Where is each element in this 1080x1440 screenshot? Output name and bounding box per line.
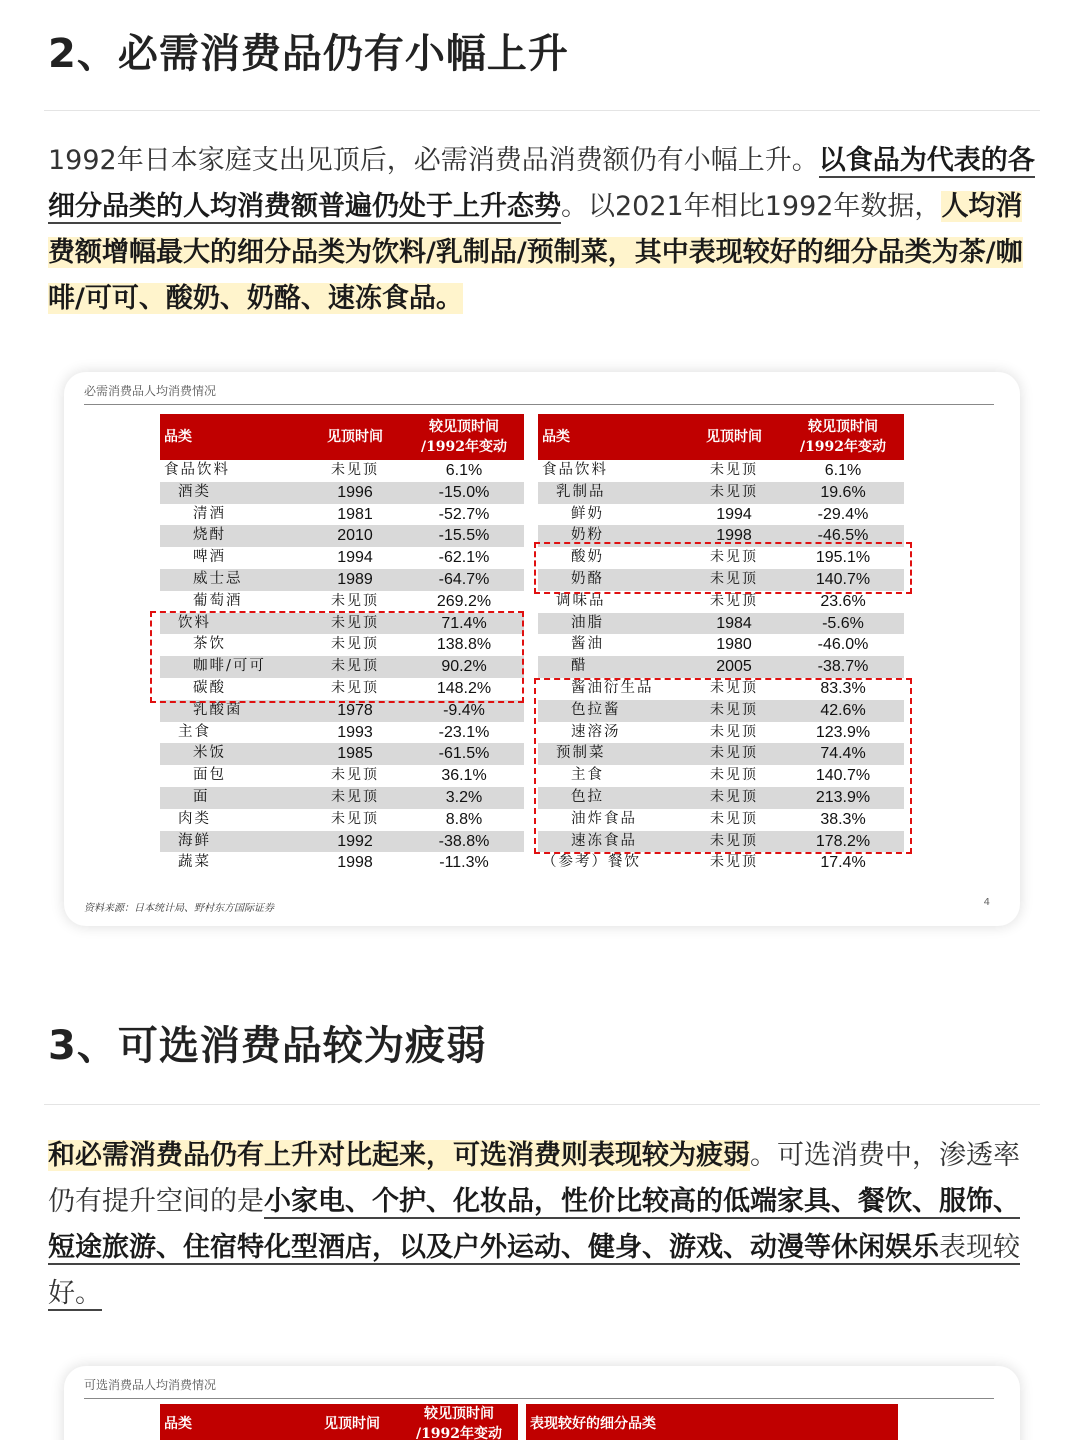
row-peak-time: 未见顶 bbox=[686, 678, 782, 700]
necessities-table-card bbox=[64, 372, 1020, 926]
row-change: 36.1% bbox=[404, 765, 524, 787]
table-row bbox=[538, 525, 904, 547]
row-peak-time: 未见顶 bbox=[686, 569, 782, 591]
row-peak-time: 未见顶 bbox=[686, 852, 782, 874]
row-category: 碳酸 bbox=[160, 678, 306, 700]
table-row bbox=[160, 743, 524, 765]
row-change: 140.7% bbox=[782, 765, 904, 787]
row-category: 茶饮 bbox=[160, 634, 306, 656]
table-row bbox=[160, 722, 524, 744]
table-row bbox=[538, 722, 904, 744]
table-row bbox=[160, 460, 524, 482]
row-peak-time: 1994 bbox=[686, 504, 782, 526]
table-right bbox=[526, 1404, 898, 1440]
table-row bbox=[160, 504, 524, 526]
card-title-rule bbox=[84, 1398, 994, 1399]
row-peak-time: 未见顶 bbox=[306, 613, 404, 635]
row-category: 啤酒 bbox=[160, 547, 306, 569]
row-category: 酸奶 bbox=[538, 547, 686, 569]
row-category: 葡萄酒 bbox=[160, 591, 306, 613]
table-row bbox=[160, 656, 524, 678]
row-peak-time: 1998 bbox=[306, 852, 404, 874]
para-text: 。可选消费中，渗透率仍有提升空间的是 bbox=[48, 1140, 1020, 1217]
card-title: 必需消费品人均消费情况 bbox=[84, 384, 217, 398]
row-category: 色拉 bbox=[538, 787, 686, 809]
header-change-line2: /1992年变动 bbox=[799, 439, 887, 455]
table-header bbox=[538, 414, 904, 460]
row-change: 213.9% bbox=[782, 787, 904, 809]
row-change: 6.1% bbox=[404, 460, 524, 482]
row-category: 色拉酱 bbox=[538, 700, 686, 722]
row-peak-time: 1994 bbox=[306, 547, 404, 569]
row-change: 8.8% bbox=[404, 809, 524, 831]
row-category: 威士忌 bbox=[160, 569, 306, 591]
row-category: 乳制品 bbox=[538, 482, 686, 504]
row-peak-time: 1980 bbox=[686, 634, 782, 656]
row-change: -61.5% bbox=[404, 743, 524, 765]
para-highlight: 和必需消费品仍有上升对比起来，可选消费则表现较为疲弱 bbox=[48, 1140, 750, 1171]
row-change: 195.1% bbox=[782, 547, 904, 569]
row-peak-time: 未见顶 bbox=[686, 743, 782, 765]
row-category: 酱油衍生品 bbox=[538, 678, 686, 700]
row-peak-time: 未见顶 bbox=[306, 787, 404, 809]
row-change: -23.1% bbox=[404, 722, 524, 744]
section-2-heading: 2、必需消费品仍有小幅上升 bbox=[48, 31, 569, 77]
row-change: 83.3% bbox=[782, 678, 904, 700]
row-category: 速溶汤 bbox=[538, 722, 686, 744]
table-row bbox=[160, 547, 524, 569]
row-category: 食品饮料 bbox=[538, 460, 686, 482]
section-2-paragraph bbox=[48, 138, 1038, 322]
row-change: 42.6% bbox=[782, 700, 904, 722]
row-category: 醋 bbox=[538, 656, 686, 678]
row-peak-time: 未见顶 bbox=[686, 831, 782, 853]
row-peak-time: 1996 bbox=[306, 482, 404, 504]
row-change: 178.2% bbox=[782, 831, 904, 853]
row-change: -52.7% bbox=[404, 504, 524, 526]
table-row bbox=[538, 569, 904, 591]
row-change: -11.3% bbox=[404, 852, 524, 874]
row-peak-time: 2005 bbox=[686, 656, 782, 678]
header-change-line1: 较见顶时间 bbox=[808, 419, 878, 435]
table-row bbox=[538, 831, 904, 853]
row-change: 23.6% bbox=[782, 591, 904, 613]
table-row bbox=[160, 613, 524, 635]
table-row bbox=[538, 613, 904, 635]
table-left bbox=[160, 1404, 518, 1440]
row-peak-time: 未见顶 bbox=[686, 787, 782, 809]
row-peak-time: 未见顶 bbox=[306, 765, 404, 787]
row-category: 调味品 bbox=[538, 591, 686, 613]
header-category: 品类 bbox=[538, 414, 686, 460]
row-change: -46.0% bbox=[782, 634, 904, 656]
para-text-underline: 表现较好。 bbox=[48, 1232, 1020, 1309]
header-good-categories: 表现较好的细分品类 bbox=[526, 1404, 898, 1440]
row-category: 乳酸菌 bbox=[160, 700, 306, 722]
table-right bbox=[538, 414, 904, 874]
row-peak-time: 2010 bbox=[306, 525, 404, 547]
row-category: 烧酎 bbox=[160, 525, 306, 547]
table-row bbox=[538, 700, 904, 722]
row-change: 90.2% bbox=[404, 656, 524, 678]
row-change: 17.4% bbox=[782, 852, 904, 874]
row-change: 269.2% bbox=[404, 591, 524, 613]
row-peak-time: 1998 bbox=[686, 525, 782, 547]
row-change: -15.0% bbox=[404, 482, 524, 504]
row-change: 71.4% bbox=[404, 613, 524, 635]
row-change: -15.5% bbox=[404, 525, 524, 547]
row-category: 清酒 bbox=[160, 504, 306, 526]
para-underline: 以食品为代表的各细分品类的人均消费额普遍仍处于上升态势 bbox=[48, 145, 1035, 222]
row-change: 123.9% bbox=[782, 722, 904, 744]
row-peak-time: 未见顶 bbox=[686, 591, 782, 613]
discretionary-table-card bbox=[64, 1366, 1020, 1440]
row-peak-time: 未见顶 bbox=[306, 591, 404, 613]
row-change: -9.4% bbox=[404, 700, 524, 722]
row-peak-time: 未见顶 bbox=[686, 809, 782, 831]
row-category: 面包 bbox=[160, 765, 306, 787]
section-3-heading: 3、可选消费品较为疲弱 bbox=[48, 1023, 487, 1069]
row-change: 38.3% bbox=[782, 809, 904, 831]
table-row bbox=[160, 591, 524, 613]
row-category: 食品饮料 bbox=[160, 460, 306, 482]
header-change-line2: /1992年变动 bbox=[420, 439, 508, 455]
row-change: -38.7% bbox=[782, 656, 904, 678]
section-2-divider bbox=[44, 110, 1040, 111]
row-peak-time: 未见顶 bbox=[306, 678, 404, 700]
row-peak-time: 1978 bbox=[306, 700, 404, 722]
header-change bbox=[404, 414, 524, 460]
card-title: 可选消费品人均消费情况 bbox=[84, 1378, 217, 1392]
row-change: -46.5% bbox=[782, 525, 904, 547]
row-category: 鲜奶 bbox=[538, 504, 686, 526]
table-row bbox=[160, 809, 524, 831]
row-category: （参考）餐饮 bbox=[538, 852, 686, 874]
row-peak-time: 1985 bbox=[306, 743, 404, 765]
row-peak-time: 未见顶 bbox=[686, 765, 782, 787]
card-title-rule bbox=[84, 404, 994, 405]
table-row bbox=[538, 765, 904, 787]
header-change bbox=[400, 1404, 518, 1440]
row-category: 面 bbox=[160, 787, 306, 809]
table-row bbox=[160, 525, 524, 547]
row-category: 咖啡/可可 bbox=[160, 656, 306, 678]
row-category: 饮料 bbox=[160, 613, 306, 635]
row-category: 油炸食品 bbox=[538, 809, 686, 831]
section-3-divider bbox=[44, 1104, 1040, 1105]
row-peak-time: 未见顶 bbox=[686, 460, 782, 482]
row-peak-time: 未见顶 bbox=[306, 634, 404, 656]
row-change: -38.8% bbox=[404, 831, 524, 853]
table-row bbox=[160, 482, 524, 504]
row-change: 19.6% bbox=[782, 482, 904, 504]
table-row bbox=[160, 678, 524, 700]
para-text: 1992年日本家庭支出见顶后，必需消费品消费额仍有小幅上升。 bbox=[48, 145, 819, 176]
row-category: 奶粉 bbox=[538, 525, 686, 547]
row-category: 米饭 bbox=[160, 743, 306, 765]
row-change: -64.7% bbox=[404, 569, 524, 591]
row-change: -29.4% bbox=[782, 504, 904, 526]
row-category: 油脂 bbox=[538, 613, 686, 635]
row-category: 酱油 bbox=[538, 634, 686, 656]
table-row bbox=[160, 765, 524, 787]
row-peak-time: 未见顶 bbox=[686, 482, 782, 504]
table-row bbox=[160, 852, 524, 874]
table-row bbox=[538, 547, 904, 569]
para-text: 。以2021年相比1992年数据， bbox=[561, 191, 942, 222]
table-row bbox=[160, 700, 524, 722]
header-change-line1: 较见顶时间 bbox=[429, 419, 499, 435]
row-peak-time: 未见顶 bbox=[686, 700, 782, 722]
row-change: 6.1% bbox=[782, 460, 904, 482]
row-change: 3.2% bbox=[404, 787, 524, 809]
table-row bbox=[538, 460, 904, 482]
table-left bbox=[160, 414, 524, 874]
row-change: 74.4% bbox=[782, 743, 904, 765]
row-change: -62.1% bbox=[404, 547, 524, 569]
row-peak-time: 未见顶 bbox=[306, 656, 404, 678]
header-change-line2: /1992年变动 bbox=[415, 1426, 503, 1440]
row-category: 海鲜 bbox=[160, 831, 306, 853]
row-category: 奶酪 bbox=[538, 569, 686, 591]
row-peak-time: 1984 bbox=[686, 613, 782, 635]
header-category: 品类 bbox=[160, 414, 306, 460]
para-highlight: 人均消费额增幅最大的细分品类为饮料/乳制品/预制菜，其中表现较好的细分品类为茶/咖啡/可可、酸奶、奶酪、速冻食品。 bbox=[48, 191, 1023, 314]
table-row bbox=[538, 591, 904, 613]
row-peak-time: 1992 bbox=[306, 831, 404, 853]
table-row bbox=[538, 852, 904, 874]
table-row bbox=[538, 504, 904, 526]
row-peak-time: 未见顶 bbox=[306, 809, 404, 831]
header-peak-time: 见顶时间 bbox=[686, 414, 782, 460]
table-row bbox=[160, 569, 524, 591]
header-change-line1: 较见顶时间 bbox=[424, 1406, 494, 1422]
table-row bbox=[160, 831, 524, 853]
row-peak-time: 未见顶 bbox=[686, 722, 782, 744]
row-category: 主食 bbox=[538, 765, 686, 787]
row-category: 肉类 bbox=[160, 809, 306, 831]
row-category: 酒类 bbox=[160, 482, 306, 504]
table-row bbox=[538, 678, 904, 700]
table-header bbox=[526, 1404, 898, 1440]
header-peak-time: 见顶时间 bbox=[306, 414, 404, 460]
table-header bbox=[160, 1404, 518, 1440]
table-row bbox=[160, 787, 524, 809]
row-change: 138.8% bbox=[404, 634, 524, 656]
row-change: 140.7% bbox=[782, 569, 904, 591]
section-3-paragraph bbox=[48, 1133, 1038, 1317]
table-row bbox=[160, 634, 524, 656]
row-change: 148.2% bbox=[404, 678, 524, 700]
row-peak-time: 1993 bbox=[306, 722, 404, 744]
row-peak-time: 未见顶 bbox=[686, 547, 782, 569]
table-row bbox=[538, 787, 904, 809]
table-row bbox=[538, 809, 904, 831]
row-category: 速冻食品 bbox=[538, 831, 686, 853]
table-row bbox=[538, 743, 904, 765]
header-category: 品类 bbox=[160, 1404, 304, 1440]
table-row bbox=[538, 634, 904, 656]
card-source: 资料来源：日本统计局、野村东方国际证券 bbox=[84, 903, 274, 914]
row-peak-time: 未见顶 bbox=[306, 460, 404, 482]
row-category: 预制菜 bbox=[538, 743, 686, 765]
row-category: 主食 bbox=[160, 722, 306, 744]
card-page-number: 4 bbox=[983, 897, 990, 908]
row-peak-time: 1981 bbox=[306, 504, 404, 526]
row-change: -5.6% bbox=[782, 613, 904, 635]
row-category: 蔬菜 bbox=[160, 852, 306, 874]
header-change bbox=[782, 414, 904, 460]
table-row bbox=[538, 482, 904, 504]
table-header bbox=[160, 414, 524, 460]
para-underline: 小家电、个护、化妆品，性价比较高的低端家具、餐饮、服饰、短途旅游、住宿特化型酒店，以及户外运动、健身、游戏、动漫等休闲娱乐 bbox=[48, 1186, 1020, 1263]
header-peak-time: 见顶时间 bbox=[304, 1404, 400, 1440]
row-peak-time: 1989 bbox=[306, 569, 404, 591]
table-row bbox=[538, 656, 904, 678]
